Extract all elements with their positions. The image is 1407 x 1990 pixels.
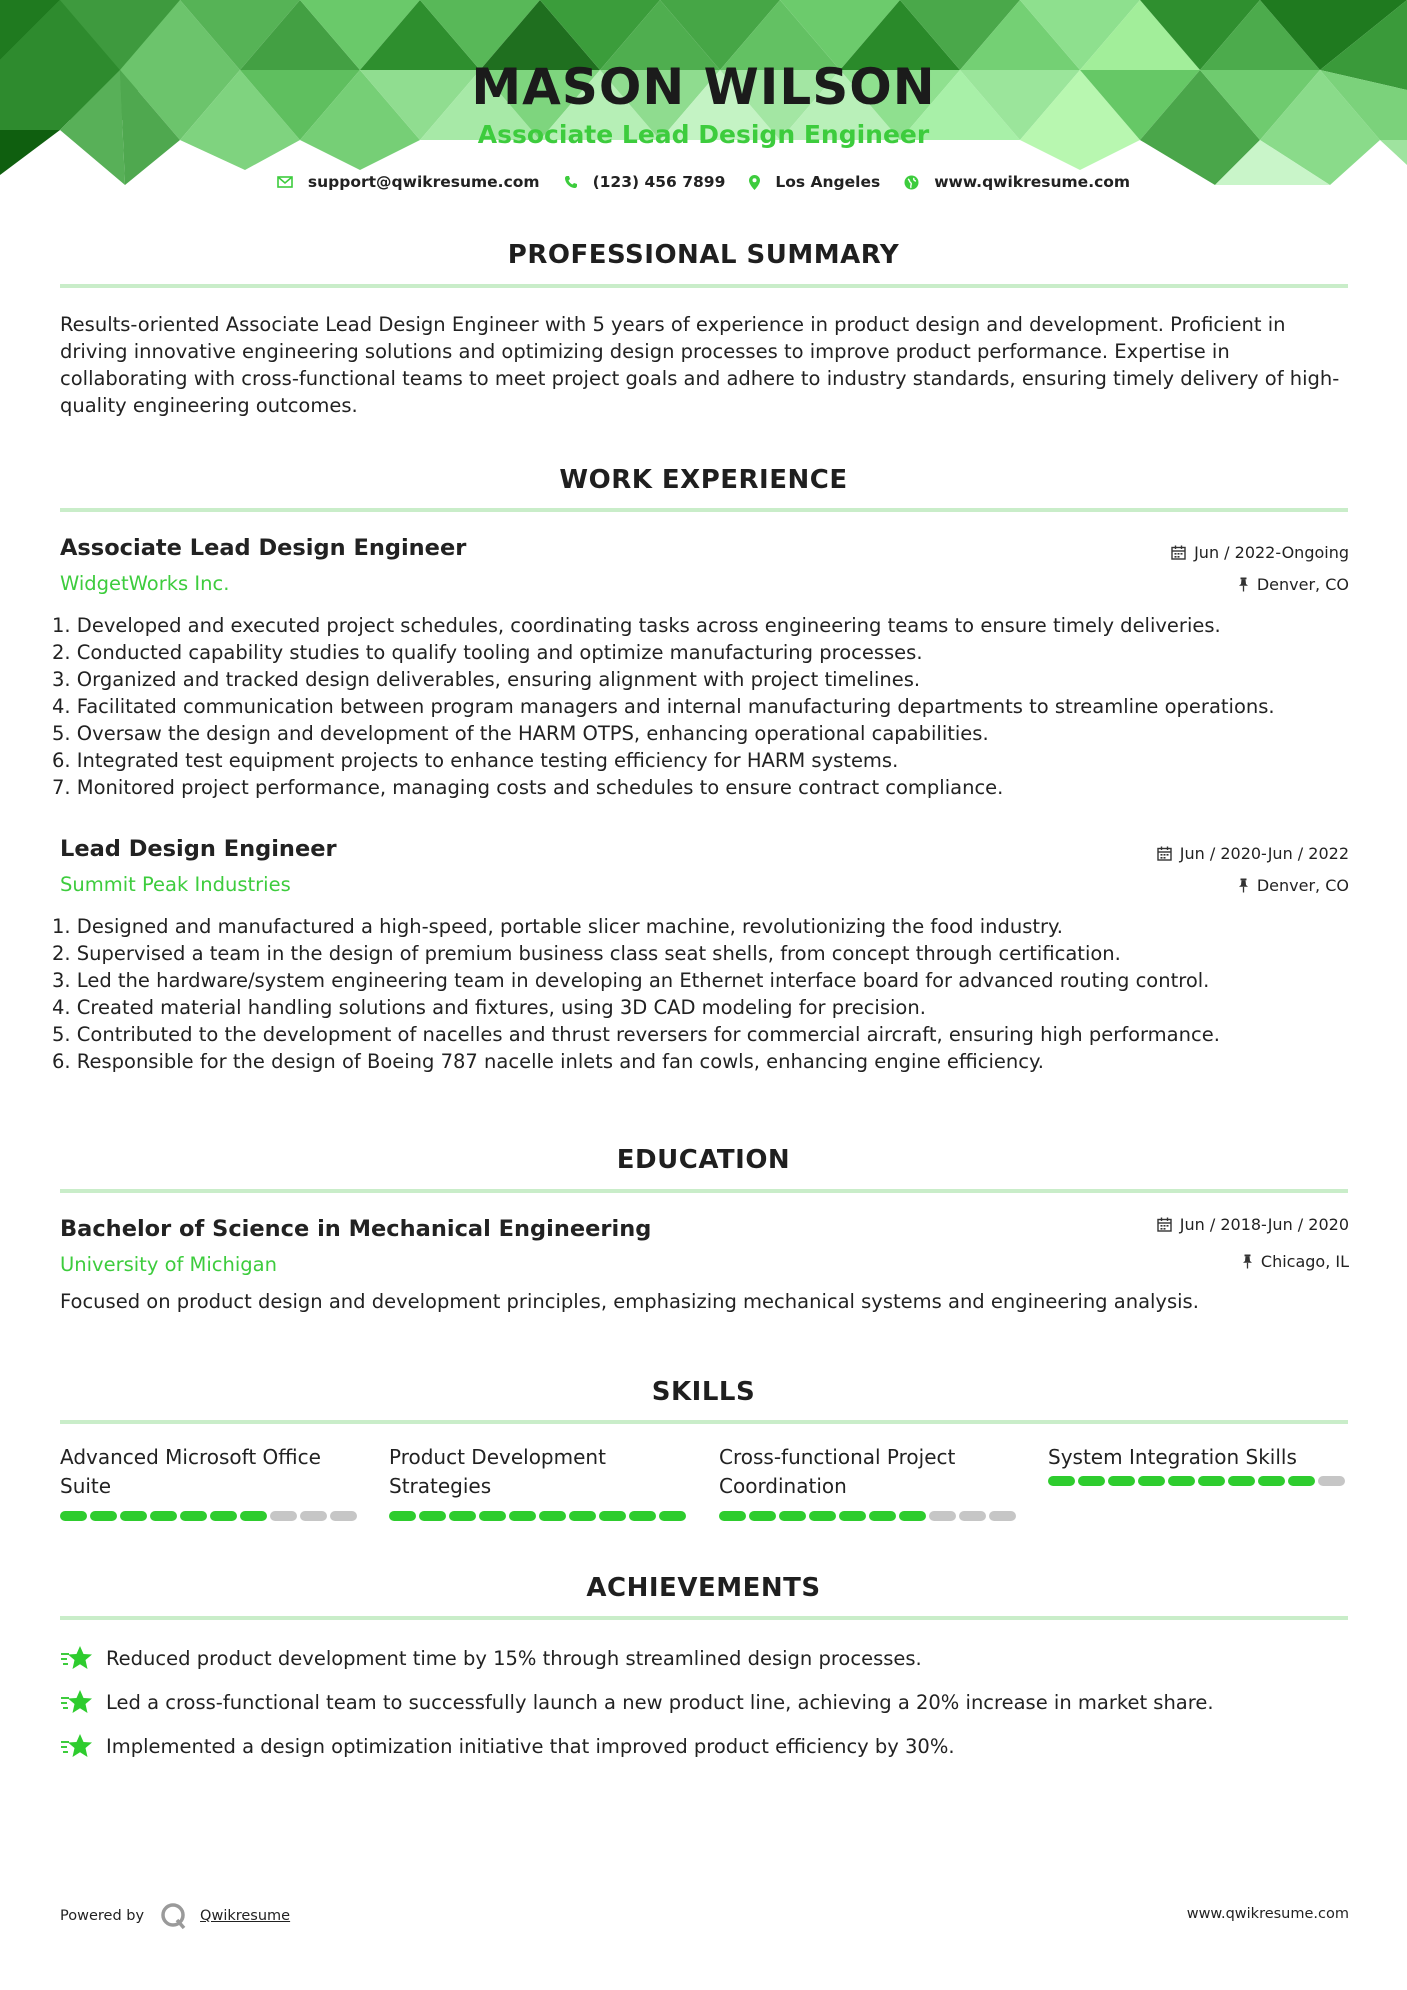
skill-segment-filled xyxy=(569,1511,596,1521)
skill-segment-filled xyxy=(869,1511,896,1521)
phone-icon xyxy=(564,175,578,189)
pushpin-icon xyxy=(1238,878,1249,893)
skill-level-bar xyxy=(1048,1476,1348,1486)
education-heading: EDUCATION xyxy=(616,1145,791,1175)
list-item: 1. Developed and executed project schedules, coordinating tasks across engineering teams to ensure timely deliveries. xyxy=(52,614,1221,637)
skill-segment-filled xyxy=(1288,1476,1315,1486)
list-item: 4. Created material handling solutions and fixtures, using 3D CAD modeling for precision. xyxy=(52,996,926,1019)
job-location xyxy=(1238,575,1349,594)
contact-website[interactable] xyxy=(904,173,1130,191)
footer-website[interactable]: www.qwikresume.com xyxy=(1186,1906,1349,1922)
skill-item xyxy=(389,1443,689,1521)
skill-segment-filled xyxy=(60,1511,87,1521)
skill-level-bar xyxy=(389,1511,689,1521)
skill-segment-empty xyxy=(959,1511,986,1521)
pushpin-icon xyxy=(1242,1254,1253,1269)
footer-powered-by xyxy=(60,1902,290,1930)
globe-icon xyxy=(904,175,919,190)
education-location xyxy=(1242,1252,1349,1271)
phone-text: (123) 456 7899 xyxy=(592,173,726,191)
skill-segment-filled xyxy=(809,1511,836,1521)
star-icon xyxy=(60,1644,94,1672)
job-location xyxy=(1238,876,1349,895)
skill-segment-filled xyxy=(240,1511,267,1521)
skill-segment-filled xyxy=(1198,1476,1225,1486)
skill-segment-filled xyxy=(419,1511,446,1521)
education-degree: Bachelor of Science in Mechanical Engineering xyxy=(60,1216,652,1242)
skill-level-bar xyxy=(60,1511,360,1521)
experience-divider xyxy=(60,508,1348,512)
summary-text: Results-oriented Associate Lead Design Engineer with 5 years of experience in product design and development. Proficient in driving innovative engineering solutions and optimizing design processes to improve product performance. Expertise in collaborating with cross-functional teams to meet project goals and adhere to industry standards, ensuring timely delivery of high-quality engineering outcomes. xyxy=(60,313,1340,417)
powered-by-label: Powered by xyxy=(60,1908,145,1924)
list-item: 4. Facilitated communication between program managers and internal manufacturing departments to streamline operations. xyxy=(52,695,1275,718)
skill-segment-filled xyxy=(659,1511,686,1521)
achievement-text: Led a cross-functional team to successfully launch a new product line, achieving a 20% increase in market share. xyxy=(106,1690,1214,1714)
job-dates-text: Jun / 2020-Jun / 2022 xyxy=(1179,844,1349,863)
job-location-text: Denver, CO xyxy=(1256,876,1349,895)
skill-segment-empty xyxy=(929,1511,956,1521)
skill-name: Cross-functional Project Coordination xyxy=(719,1445,956,1498)
skill-segment-filled xyxy=(210,1511,237,1521)
skill-segment-empty xyxy=(330,1511,357,1521)
skill-segment-filled xyxy=(389,1511,416,1521)
summary-heading: PROFESSIONAL SUMMARY xyxy=(507,240,900,270)
skill-segment-filled xyxy=(90,1511,117,1521)
achievement-text: Implemented a design optimization initiative that improved product efficiency by 30%. xyxy=(106,1734,955,1758)
job-location-text: Denver, CO xyxy=(1256,575,1349,594)
location-text: Los Angeles xyxy=(775,173,881,191)
list-item xyxy=(60,1680,1350,1724)
list-item: 3. Led the hardware/system engineering team in developing an Ethernet interface board for advanced routing control. xyxy=(52,969,1210,992)
job-bullets xyxy=(52,913,1352,1075)
skill-segment-empty xyxy=(300,1511,327,1521)
job-company: Summit Peak Industries xyxy=(60,873,291,896)
list-item: 2. Conducted capability studies to qualify tooling and optimize manufacturing processes. xyxy=(52,641,923,664)
job-company: WidgetWorks Inc. xyxy=(60,572,230,595)
skill-segment-filled xyxy=(509,1511,536,1521)
skill-segment-empty xyxy=(1318,1476,1345,1486)
skill-level-bar xyxy=(719,1511,1019,1521)
contact-row xyxy=(0,173,1407,191)
candidate-title: Associate Lead Design Engineer xyxy=(477,120,930,149)
skills-divider xyxy=(60,1420,1348,1424)
achievement-text: Reduced product development time by 15% through streamlined design processes. xyxy=(106,1646,922,1670)
skill-segment-filled xyxy=(1078,1476,1105,1486)
job-dates xyxy=(1157,844,1349,863)
list-item: 7. Monitored project performance, managing costs and schedules to ensure contract compliance. xyxy=(52,776,1004,799)
skill-segment-filled xyxy=(899,1511,926,1521)
skill-segment-filled xyxy=(749,1511,776,1521)
list-item xyxy=(60,1636,1350,1680)
list-item: 3. Organized and tracked design deliverables, ensuring alignment with project timelines. xyxy=(52,668,921,691)
qwikresume-logo-icon xyxy=(160,1902,188,1930)
skill-name: System Integration Skills xyxy=(1048,1445,1297,1469)
skill-item xyxy=(1048,1443,1348,1486)
skill-segment-empty xyxy=(270,1511,297,1521)
skill-segment-filled xyxy=(1108,1476,1135,1486)
skill-segment-filled xyxy=(779,1511,806,1521)
skill-segment-filled xyxy=(1168,1476,1195,1486)
skill-segment-empty xyxy=(989,1511,1016,1521)
calendar-icon xyxy=(1157,846,1172,861)
skill-segment-filled xyxy=(539,1511,566,1521)
email-text: support@qwikresume.com xyxy=(307,173,540,191)
skill-segment-filled xyxy=(479,1511,506,1521)
skill-segment-filled xyxy=(719,1511,746,1521)
skill-segment-filled xyxy=(629,1511,656,1521)
education-school: University of Michigan xyxy=(60,1253,277,1276)
skill-name: Advanced Microsoft Office Suite xyxy=(60,1445,321,1498)
education-description: Focused on product design and development principles, emphasizing mechanical systems and engineering analysis. xyxy=(60,1290,1199,1313)
skill-item xyxy=(719,1443,1019,1521)
education-dates-text: Jun / 2018-Jun / 2020 xyxy=(1179,1215,1349,1234)
pushpin-icon xyxy=(1238,577,1249,592)
skill-segment-filled xyxy=(1138,1476,1165,1486)
star-icon xyxy=(60,1688,94,1716)
skill-segment-filled xyxy=(150,1511,177,1521)
candidate-name: MASON WILSON xyxy=(471,58,936,116)
education-divider xyxy=(60,1189,1348,1193)
skill-segment-filled xyxy=(839,1511,866,1521)
website-text: www.qwikresume.com xyxy=(934,173,1131,191)
contact-phone[interactable] xyxy=(564,173,726,191)
list-item: 6. Integrated test equipment projects to enhance testing efficiency for HARM systems. xyxy=(52,749,899,772)
experience-heading: WORK EXPERIENCE xyxy=(559,465,848,495)
achievements-list xyxy=(60,1636,1350,1768)
envelope-icon xyxy=(277,176,293,188)
map-pin-icon xyxy=(749,175,760,190)
list-item: 1. Designed and manufactured a high-speed, portable slicer machine, revolutionizing the food industry. xyxy=(52,915,1063,938)
list-item: 5. Contributed to the development of nacelles and thrust reversers for commercial aircraft, ensuring high performance. xyxy=(52,1023,1220,1046)
skill-segment-filled xyxy=(599,1511,626,1521)
skill-segment-filled xyxy=(120,1511,147,1521)
achievements-divider xyxy=(60,1616,1348,1620)
job-title: Associate Lead Design Engineer xyxy=(60,535,467,561)
calendar-icon xyxy=(1171,545,1186,560)
summary-divider xyxy=(60,284,1348,288)
skill-name: Product Development Strategies xyxy=(389,1445,606,1498)
skills-heading: SKILLS xyxy=(651,1377,756,1407)
job-bullets xyxy=(52,612,1352,801)
skill-segment-filled xyxy=(180,1511,207,1521)
contact-email[interactable] xyxy=(277,173,540,191)
job-dates xyxy=(1171,543,1349,562)
contact-location xyxy=(749,173,880,191)
job-dates-text: Jun / 2022-Ongoing xyxy=(1194,543,1349,562)
education-dates xyxy=(1157,1215,1349,1234)
skill-segment-filled xyxy=(1228,1476,1255,1486)
list-item: 6. Responsible for the design of Boeing 787 nacelle inlets and fan cowls, enhancing engine efficiency. xyxy=(52,1050,1044,1073)
list-item xyxy=(60,1724,1350,1768)
skill-segment-filled xyxy=(1048,1476,1075,1486)
skill-item xyxy=(60,1443,360,1521)
calendar-icon xyxy=(1157,1217,1172,1232)
achievements-heading: ACHIEVEMENTS xyxy=(586,1573,821,1603)
list-item: 2. Supervised a team in the design of premium business class seat shells, from concept through certification. xyxy=(52,942,1121,965)
skill-segment-filled xyxy=(1258,1476,1285,1486)
education-location-text: Chicago, IL xyxy=(1260,1252,1349,1271)
job-title: Lead Design Engineer xyxy=(60,836,337,862)
star-icon xyxy=(60,1732,94,1760)
qwikresume-link[interactable]: Qwikresume xyxy=(200,1908,291,1924)
skill-segment-filled xyxy=(449,1511,476,1521)
list-item: 5. Oversaw the design and development of the HARM OTPS, enhancing operational capabilities. xyxy=(52,722,989,745)
